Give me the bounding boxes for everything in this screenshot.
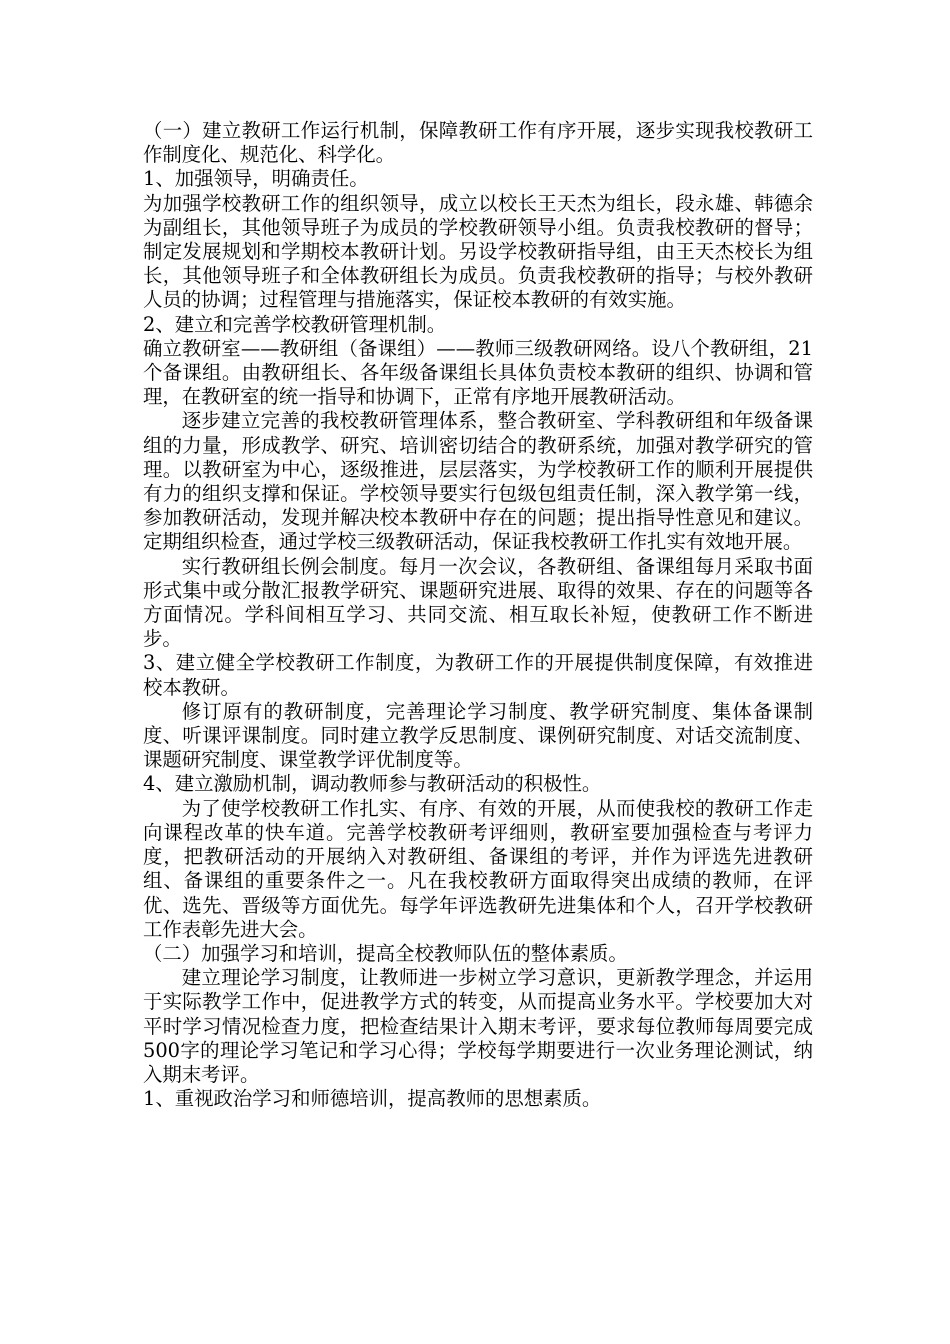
body-paragraph: 逐步建立完善的我校教研管理体系，整合教研室、学科教研组和年级备课组的力量，形成教学、研究、培训密切结合的教研系统，加强对教学研究的管理。以教研室为中心，逐级推进，层层落实，为学校教研工作的顺利开展提供有力的组织支撑和保证。学校领导要实行包级包组责任制，深入教学第一线，参加教研活动，发现并解决校本教研中存在的问题；提出指导性意见和建议。定期组织检查，通过学校三级教研活动，保证我校教研工作扎实有效地开展。 [143,409,813,554]
document-page [143,119,813,1111]
body-paragraph: 建立理论学习制度，让教师进一步树立学习意识，更新教学理念，并运用于实际教学工作中，促进教学方式的转变，从而提高业务水平。学校要加大对平时学习情况检查力度，把检查结果计入期末考评，要求每位教师每周要完成500字的理论学习笔记和学习心得；学校每学期要进行一次业务理论测试，纳入期末考评。 [143,966,813,1086]
subheading-2: 2、建立和完善学校教研管理机制。 [143,312,447,336]
subheading-1: 1、加强领导，明确责任。 [143,167,369,191]
body-paragraph: 实行教研组长例会制度。每月一次会议，各教研组、备课组每月采取书面形式集中或分散汇报教学研究、课题研究进展、取得的效果、存在的问题等各方面情况。学科间相互学习、共同交流、相互取长补短，使教研工作不断进步。 [143,554,813,651]
subheading-4: 4、建立激励机制，调动教师参与教研活动的积极性。 [143,772,602,796]
body-paragraph: 为了使学校教研工作扎实、有序、有效的开展，从而使我校的教研工作走向课程改革的快车道。完善学校教研考评细则，教研室要加强检查与考评力度，把教研活动的开展纳入对教研组、备课组的考评，并作为评选先进教研组、备课组的重要条件之一。凡在我校教研方面取得突出成绩的教师，在评优、选先、晋级等方面优先。每学年评选教研先进集体和个人，召开学校教研工作表彰先进大会。 [143,796,813,941]
body-paragraph: 修订原有的教研制度，完善理论学习制度、教学研究制度、集体备课制度、听课评课制度。同时建立教学反思制度、课例研究制度、对话交流制度、课题研究制度、课堂教学评优制度等。 [143,699,813,772]
subheading-3: 3、建立健全学校教研工作制度，为教研工作的开展提供制度保障，有效推进校本教研。 [143,651,813,699]
body-paragraph: 确立教研室——教研组（备课组）——教师三级教研网络。设八个教研组，21个备课组。由教研组长、各年级备课组长具体负责校本教研的组织、协调和管理，在教研室的统一指导和协调下，正常有序地开展教研活动。 [143,336,813,409]
section-heading-2: （二）加强学习和培训，提高全校教师队伍的整体素质。 [143,941,628,965]
subheading-5: 1、重视政治学习和师德培训，提高教师的思想素质。 [143,1087,602,1111]
section-heading-1: （一）建立教研工作运行机制，保障教研工作有序开展，逐步实现我校教研工作制度化、规范化、科学化。 [143,119,813,167]
body-paragraph: 为加强学校教研工作的组织领导，成立以校长王天杰为组长，段永雄、韩德余为副组长，其他领导班子为成员的学校教研领导小组。负责我校教研的督导；制定发展规划和学期校本教研计划。另设学校教研指导组，由王天杰校长为组长，其他领导班子和全体教研组长为成员。负责我校教研的指导；与校外教研人员的协调；过程管理与措施落实，保证校本教研的有效实施。 [143,191,813,312]
